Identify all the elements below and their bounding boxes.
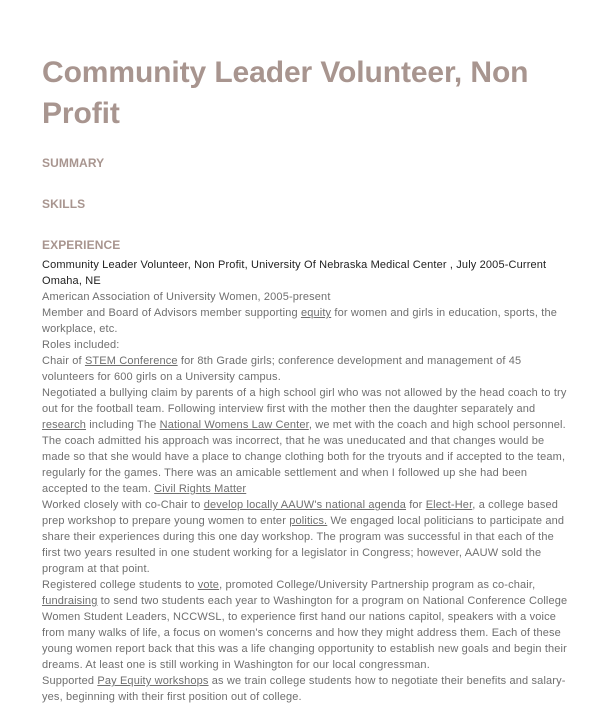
job-header: Community Leader Volunteer, Non Profit, University Of Nebraska Medical Center , July 2005-Current bbox=[42, 259, 547, 271]
section-heading-summary: SUMMARY bbox=[42, 156, 105, 170]
paragraph-membership: Member and Board of Advisors member supporting equity for women and girls in education, sports, the workplace, etc. bbox=[42, 307, 558, 335]
page-title: Community Leader Volunteer, Non Profit bbox=[42, 56, 529, 130]
section-heading-experience: EXPERIENCE bbox=[42, 238, 121, 252]
link-elect-her[interactable]: Elect-Her bbox=[425, 499, 473, 511]
experience-body bbox=[42, 257, 572, 705]
org-line: American Association of University Women, 2005-present bbox=[42, 291, 331, 303]
link-research[interactable]: research bbox=[42, 419, 86, 431]
section-heading-skills: SKILLS bbox=[42, 197, 86, 211]
paragraph-stem: Chair of STEM Conference for 8th Grade girls; conference development and management of 45 volunteers for 600 girls on a University campus. bbox=[42, 355, 522, 383]
link-pay-equity-workshops[interactable]: Pay Equity workshops bbox=[97, 675, 209, 687]
link-national-womens-law-center[interactable]: National Womens Law Center bbox=[159, 419, 309, 431]
job-location: Omaha, NE bbox=[42, 275, 101, 287]
roles-label: Roles included: bbox=[42, 339, 120, 351]
paragraph-elect-her: Worked closely with co-Chair to develop locally AAUW's national agenda for Elect-Her, a college based prep workshop to prepare young women to enter politics. We engaged local politicians to participate and share their experiences during this one day workshop. The program was successful in that each of the first two years resulted in one student working for a legislator in Congress; however, AAUW sold the program at that point. bbox=[42, 499, 565, 575]
link-equity[interactable]: equity bbox=[300, 307, 332, 319]
link-civil-rights-matter[interactable]: Civil Rights Matter bbox=[154, 483, 247, 495]
link-vote[interactable]: vote bbox=[197, 579, 220, 591]
link-aauw-agenda[interactable]: develop locally AAUW's national agenda bbox=[203, 499, 406, 511]
paragraph-vote-nccwsl: Registered college students to vote, promoted College/University Partnership program as co-chair, fundraising to send two students each year to Washington for a program on National Conference College Women Student Leaders, NCCWSL, to experience first hand our nations capitol, speakers with a voice from many walks of life, a focus on women's concerns and how they might address them. Each of these young women report back that this was a life changing opportunity to establish new goals and begin their dreams. At least one is still working in Washington for our local congressman. bbox=[42, 579, 568, 671]
paragraph-bullying-claim: Negotiated a bullying claim by parents of a high school girl who was not allowed by the head coach to try out for the football team. Following interview first with the mother then the daughter separately and research including The National Womens Law Center, we met with the coach and high school personnel. The coach admitted his approach was incorrect, that he was uneducated and that changes would be made so that she would have a place to change clothing both for the tryouts and if accepted to the team, regularly for the games. There was an amicable settlement and when I followed up she had been accepted to the team. Civil Rights Matter bbox=[42, 387, 567, 495]
paragraph-pay-equity: Supported Pay Equity workshops as we train college students how to negotiate their benefits and salary-yes, beginning with their first position out of college. bbox=[42, 675, 566, 703]
resume-page bbox=[42, 52, 572, 705]
link-fundraising[interactable]: fundraising bbox=[42, 595, 98, 607]
link-stem-conference[interactable]: STEM Conference bbox=[84, 355, 178, 367]
link-politics[interactable]: politics. bbox=[289, 515, 328, 527]
